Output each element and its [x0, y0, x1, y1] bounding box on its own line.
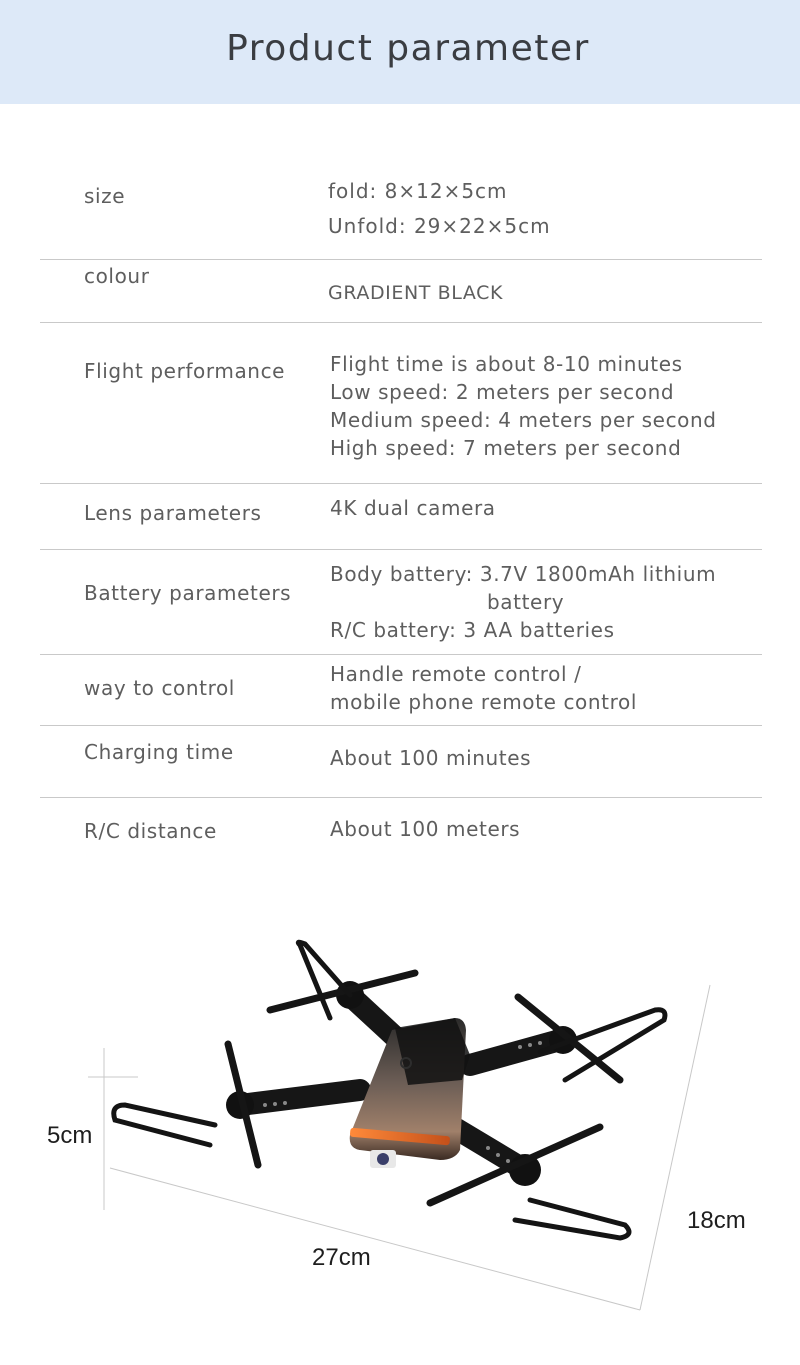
size-unfold-value: Unfold: 29×22×5cm [328, 214, 551, 238]
drone-product-image [0, 880, 800, 1365]
low-speed-value: Low speed: 2 meters per second [330, 380, 675, 404]
lens-value: 4K dual camera [330, 496, 496, 520]
flight-performance-label: Flight performance [84, 359, 286, 383]
drone-illustration [0, 880, 800, 1365]
height-dimension-label: 5cm [47, 1122, 93, 1149]
header-banner [0, 0, 800, 104]
colour-label: colour [84, 264, 150, 288]
control-value-line1: Handle remote control / [330, 662, 582, 686]
charging-time-value: About 100 minutes [330, 746, 532, 770]
row-divider [40, 654, 762, 655]
row-divider [40, 797, 762, 798]
row-divider [40, 322, 762, 323]
width-dimension-label: 18cm [687, 1207, 746, 1234]
colour-value: GRADIENT BLACK [328, 282, 504, 304]
length-dimension-label: 27cm [312, 1244, 371, 1271]
high-speed-value: High speed: 7 meters per second [330, 436, 682, 460]
body-battery-value: Body battery: 3.7V 1800mAh lithium [330, 562, 717, 586]
size-label: size [84, 184, 126, 208]
flight-time-value: Flight time is about 8-10 minutes [330, 352, 683, 376]
row-divider [40, 549, 762, 550]
control-value-line2: mobile phone remote control [330, 690, 637, 714]
size-fold-value: fold: 8×12×5cm [328, 179, 508, 203]
rc-battery-value: R/C battery: 3 AA batteries [330, 618, 615, 642]
rc-distance-value: About 100 meters [330, 817, 521, 841]
row-divider [40, 259, 762, 260]
row-divider [40, 725, 762, 726]
lens-parameters-label: Lens parameters [84, 501, 262, 525]
row-divider [40, 483, 762, 484]
rc-distance-label: R/C distance [84, 819, 217, 843]
charging-time-label: Charging time [84, 740, 234, 764]
medium-speed-value: Medium speed: 4 meters per second [330, 408, 717, 432]
way-to-control-label: way to control [84, 676, 235, 700]
battery-parameters-label: Battery parameters [84, 581, 292, 605]
page-title: Product parameter [226, 28, 590, 69]
drone-body [350, 1018, 470, 1168]
body-battery-continued: battery [487, 590, 565, 614]
